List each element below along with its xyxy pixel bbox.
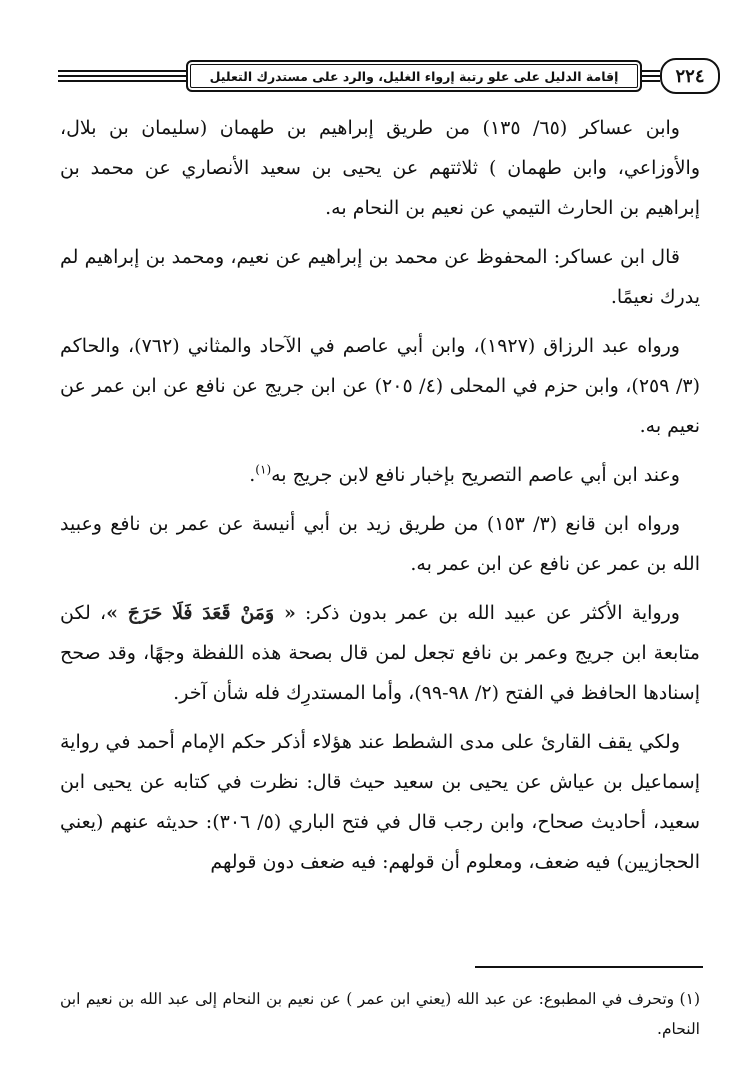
header-rule xyxy=(58,80,186,82)
paragraph: ورواه عبد الرزاق (١٩٢٧)، وابن أبي عاصم في الآحاد والمثاني (٧٦٢)، والحاكم (٣/ ٢٥٩)، وابن حزم في المحلى (٤/ ٢٠٥) عن ابن جريج عن نافع عن ابن عمر عن نعيم به. xyxy=(60,335,700,437)
footnote xyxy=(60,984,700,1044)
paragraph: ولكي يقف القارئ على مدى الشطط عند هؤلاء أذكر حكم الإمام أحمد في رواية إسماعيل بن عياش عن يحيى بن سعيد حيث قال: نظرت في كتابه عن يحيى ابن سعيد، أحاديث صحاح، وابن رجب قال في فتح الباري (٥/ ٣٠٦): حديثه عنهم (يعني الحجازيين) فيه ضعف، ومعلوم أن قولهم: فيه ضعف دون قولهم xyxy=(60,731,700,873)
paragraph xyxy=(60,455,700,495)
paragraph-text: ، لكن متابعة ابن جريج وعمر بن نافع تجعل لمن قال بصحة هذه اللفظة وجهًا، وقد صحح إسنادها الحافظ في الفتح (٢/ ٩٨-٩٩)، وأما المستدرِك فله شأن آخر. xyxy=(60,602,700,704)
footnote-text: (١) وتحرف في المطبوع: عن عبد الله (يعني ابن عمر ) عن نعيم بن النحام إلى عبد الله بن نعيم ابن النحام. xyxy=(60,990,700,1038)
header-rule xyxy=(58,75,186,77)
footnote-ref[interactable]: (١) xyxy=(255,462,272,477)
quran-quote: « وَمَنْ قَعَدَ فَلَا حَرَجَ » xyxy=(106,602,296,624)
footnote-separator xyxy=(475,966,703,968)
paragraph xyxy=(60,593,700,713)
paragraph-text: ورواية الأكثر عن عبيد الله بن عمر بدون ذكر: xyxy=(295,602,680,624)
paragraph-text: وعند ابن أبي عاصم التصريح بإخبار نافع لابن جريج به xyxy=(271,464,680,486)
running-title: إقامة الدليل على علو رتبة إرواء الغليل، والرد على مستدرك التعليل xyxy=(186,60,642,92)
running-header xyxy=(58,58,706,96)
page-number: ٢٢٤ xyxy=(660,58,720,94)
paragraph: قال ابن عساكر: المحفوظ عن محمد بن إبراهيم عن نعيم، ومحمد بن إبراهيم لم يدرك نعيمًا. xyxy=(60,246,700,308)
paragraph-end: . xyxy=(249,464,256,486)
paragraph: ورواه ابن قانع (٣/ ١٥٣) من طريق زيد بن أبي أنيسة عن عمر بن نافع وعبيد الله بن عمر عن نافع عن ابن عمر به. xyxy=(60,513,700,575)
paragraph: وابن عساكر (٦٥/ ١٣٥) من طريق إبراهيم بن طهمان (سليمان بن بلال، والأوزاعي، وابن طهمان ) ثلاثتهم عن يحيى بن سعيد الأنصاري عن محمد بن إبراهيم بن الحارث التيمي عن نعيم بن النحام به. xyxy=(60,117,700,219)
header-rule xyxy=(58,70,186,72)
main-text xyxy=(60,108,700,891)
